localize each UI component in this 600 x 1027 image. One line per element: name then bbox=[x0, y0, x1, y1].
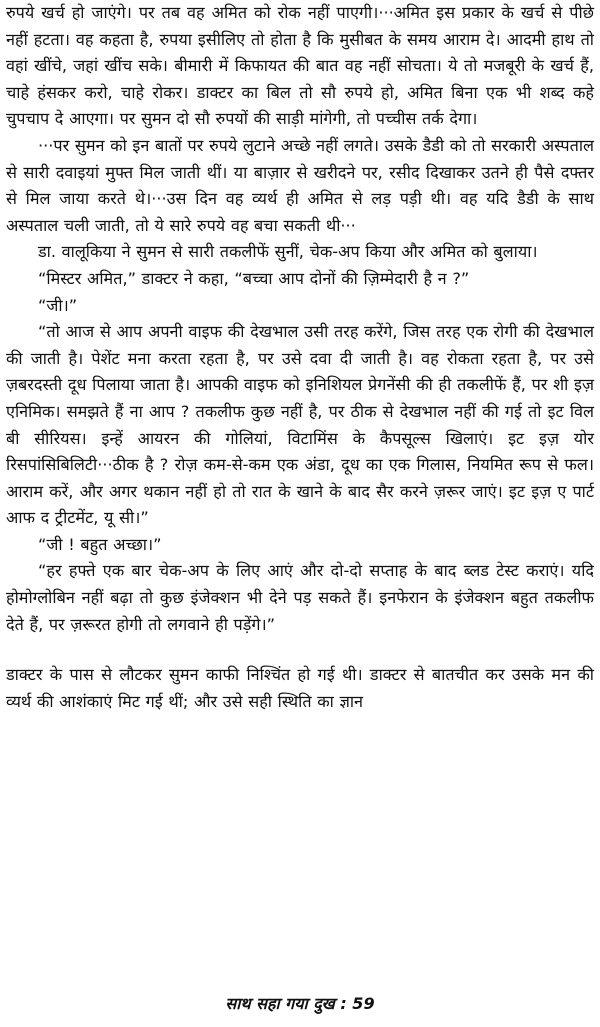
page-footer: साथ सहा गया दुख : 59 bbox=[225, 994, 375, 1013]
paragraph: रुपये खर्च हो जाएंगे। पर तब वह अमित को रोक नहीं पाएगी।···अमित इस प्रकार के खर्च से पीछे नहीं हटता। वह कहता है, रुपया इसीलिए तो होता है कि मुसीबत के समय आराम दे। आदमी हाथ तो वहां खींचे, जहां खींच सके। बीमारी में किफायत की बात वह नहीं सोचता। ये तो मजबूरी के खर्च हैं, चाहे हंसकर करो, चाहे रोकर। डाक्टर का बिल तो सौ रुपये हो, अमित बिना एक भी शब्द कहे चुपचाप दे आएगा। पर सुमन दो सौ रुपयों की साड़ी मांगेगी, तो पच्चीस तर्क देगा। bbox=[6, 3, 594, 129]
paragraph: डाक्टर के पास से लौटकर सुमन काफी निश्चिंत हो गई थी। डाक्टर से बातचीत कर उसके मन की व्यर्थ की आशंकाएं मिट गई थीं; और उसे सही स्थिति का ज्ञान bbox=[6, 665, 594, 711]
paragraph: ···पर सुमन को इन बातों पर रुपये लुटाने अच्छे नहीं लगते। उसके डैडी को तो सरकारी अस्पताल से सारी दवाइयां मुफ्त मिल जाती थीं। या बाज़ार से खरीदने पर, रसीद दिखाकर उतने ही पैसे दफ्तर से मिल जाया करते थे।···उस दिन वह व्यर्थ ही अमित से लड़ पड़ी थी। वह यदि डैडी के साथ अस्पताल चली जाती, तो ये सारे रुपये वह बचा सकती थी··· bbox=[6, 135, 594, 235]
book-page bbox=[6, 0, 594, 1027]
body-text bbox=[6, 0, 594, 715]
paragraph: डा. वालूकिया ने सुमन से सारी तकलीफें सुनीं, चेक-अप किया और अमित को बुलाया। bbox=[38, 242, 538, 262]
paragraph: “तो आज से आप अपनी वाइफ की देखभाल उसी तरह करेंगे, जिस तरह एक रोगी की देखभाल की जाती है। पेशेंट मना करता रहता है, पर उसे दवा दी जाती है। वह रोकता रहता है, पर उसे ज़बरदस्ती दूध पिलाया जाता है। आपकी वाइफ को इनिशियल प्रेगनेंसी की ही तकलीफें हैं, पर शी इज़ एनिमिक। समझते हैं ना आप ? तकलीफ कुछ नहीं है, पर ठीक से देखभाल नहीं की गई तो इट विल बी सीरियस। इन्हें आयरन की गोलियां, विटामिंस के कैपसूल्स खिलाएं। इट इज़ योर रिसपांसिबिलिटी···ठीक है ? रोज़ कम-से-कम एक अंडा, दूध का एक गिलास, नियमित रूप से फल। आराम करें, और अगर थकान नहीं हो तो रात के खाने के बाद सैर करने ज़रूर जाएं। इट इज़ ए पार्ट आफ द ट्रीटमेंट, यू सी।” bbox=[6, 322, 594, 528]
paragraph: “जी ! बहुत अच्छा।” bbox=[38, 534, 162, 554]
paragraph: “मिस्टर अमित,” डाक्टर ने कहा, “बच्चा आप दोनों की ज़िम्मेदारी है न ?” bbox=[38, 268, 470, 288]
paragraph: “जी।” bbox=[38, 295, 78, 315]
paragraph: “हर हफ्ते एक बार चेक-अप के लिए आएं और दो-दो सप्ताह के बाद ब्लड टेस्ट कराएं। यदि होमोग्लोबिन नहीं बढ़ा तो कुछ इंजेक्शन भी देने पड़ सकते हैं। इनफेरान के इंजेक्शन बहुत तकलीफ देते हैं, पर ज़रूरत होगी तो लगवाने ही पड़ेंगे।” bbox=[6, 561, 594, 634]
